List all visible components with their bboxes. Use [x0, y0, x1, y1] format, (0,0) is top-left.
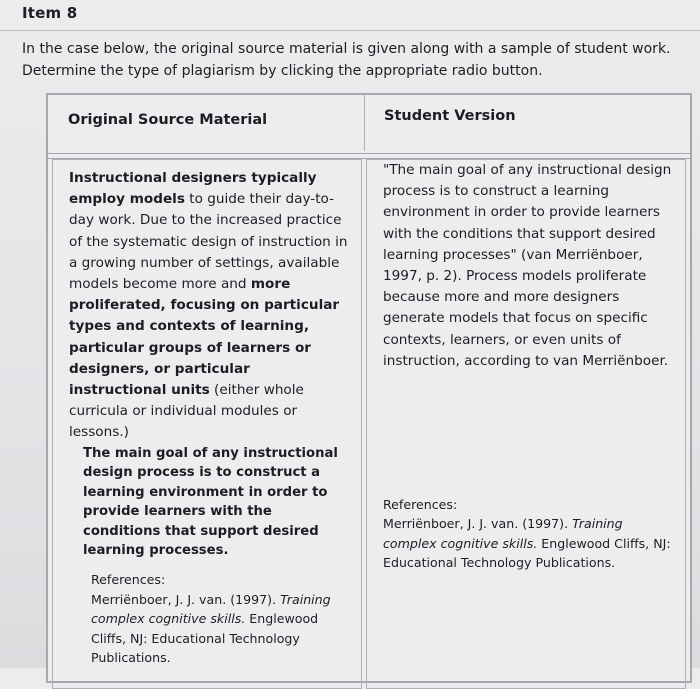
- divider: [0, 30, 700, 31]
- student-paragraph: "The main goal of any instructional design process is to construct a learning environment in order to provide learners with the conditions that support desired learning processes" (van Merriënboer, 1997, p. 2). Process models proliferate because more and more designers generate models that focus on specific contexts, learners, or even units of instruction, according to van Merriënboer.: [383, 162, 672, 369]
- item-label: Item 8: [22, 4, 78, 22]
- original-paragraph-2: [83, 444, 353, 560]
- original-source-cell: [52, 159, 362, 689]
- instructions: In the case below, the original source material is given along with a sample of student work. Determine the type of plagiarism by clicking the appropriate radio button.: [22, 41, 671, 79]
- original-ref-title: Training complex cognitive skills.: [91, 592, 331, 627]
- original-text-2: (either whole curricula or individual modules or lessons.): [69, 382, 304, 441]
- original-bold-1: Instructional designers typically employ models: [69, 170, 317, 208]
- comparison-table: [46, 93, 692, 683]
- header-original-cell: [48, 95, 365, 151]
- student-ref-publisher: Englewood Cliffs, NJ: Educational Technology Publications.: [383, 535, 671, 571]
- student-version-cell: [366, 159, 686, 689]
- header-student: Student Version: [384, 108, 516, 124]
- original-bold-2: more proliferated, focusing on particular types and contexts of learning, particular groups of learners or designers, or particular instructional units: [69, 276, 340, 399]
- original-text-1: to guide their day-to-day work. Due to the increased practice of the systematic design of instruction in a growing number of settings, available models become more and: [69, 191, 348, 293]
- header-original: Original Source Material: [68, 112, 268, 128]
- student-ref-title: Training complex cognitive skills.: [383, 516, 623, 551]
- student-ref-author: Merriënboer, J. J. van. (1997).: [383, 516, 573, 531]
- original-paragraph-1: [69, 168, 349, 444]
- original-ref-author: Merriënboer, J. J. van. (1997).: [91, 592, 281, 607]
- original-references-label: References:: [91, 572, 166, 587]
- original-bold-3: The main goal of any instructional design process is to construct a learning environment in order to provide learners with the conditions that support desired learning processes.: [83, 446, 338, 559]
- header-student-cell: [365, 95, 689, 151]
- student-references-label: References:: [383, 497, 458, 512]
- student-reference: [383, 514, 673, 573]
- original-reference: [91, 590, 353, 668]
- original-ref-publisher: Englewood Cliffs, NJ: Educational Technology Publications.: [91, 611, 319, 666]
